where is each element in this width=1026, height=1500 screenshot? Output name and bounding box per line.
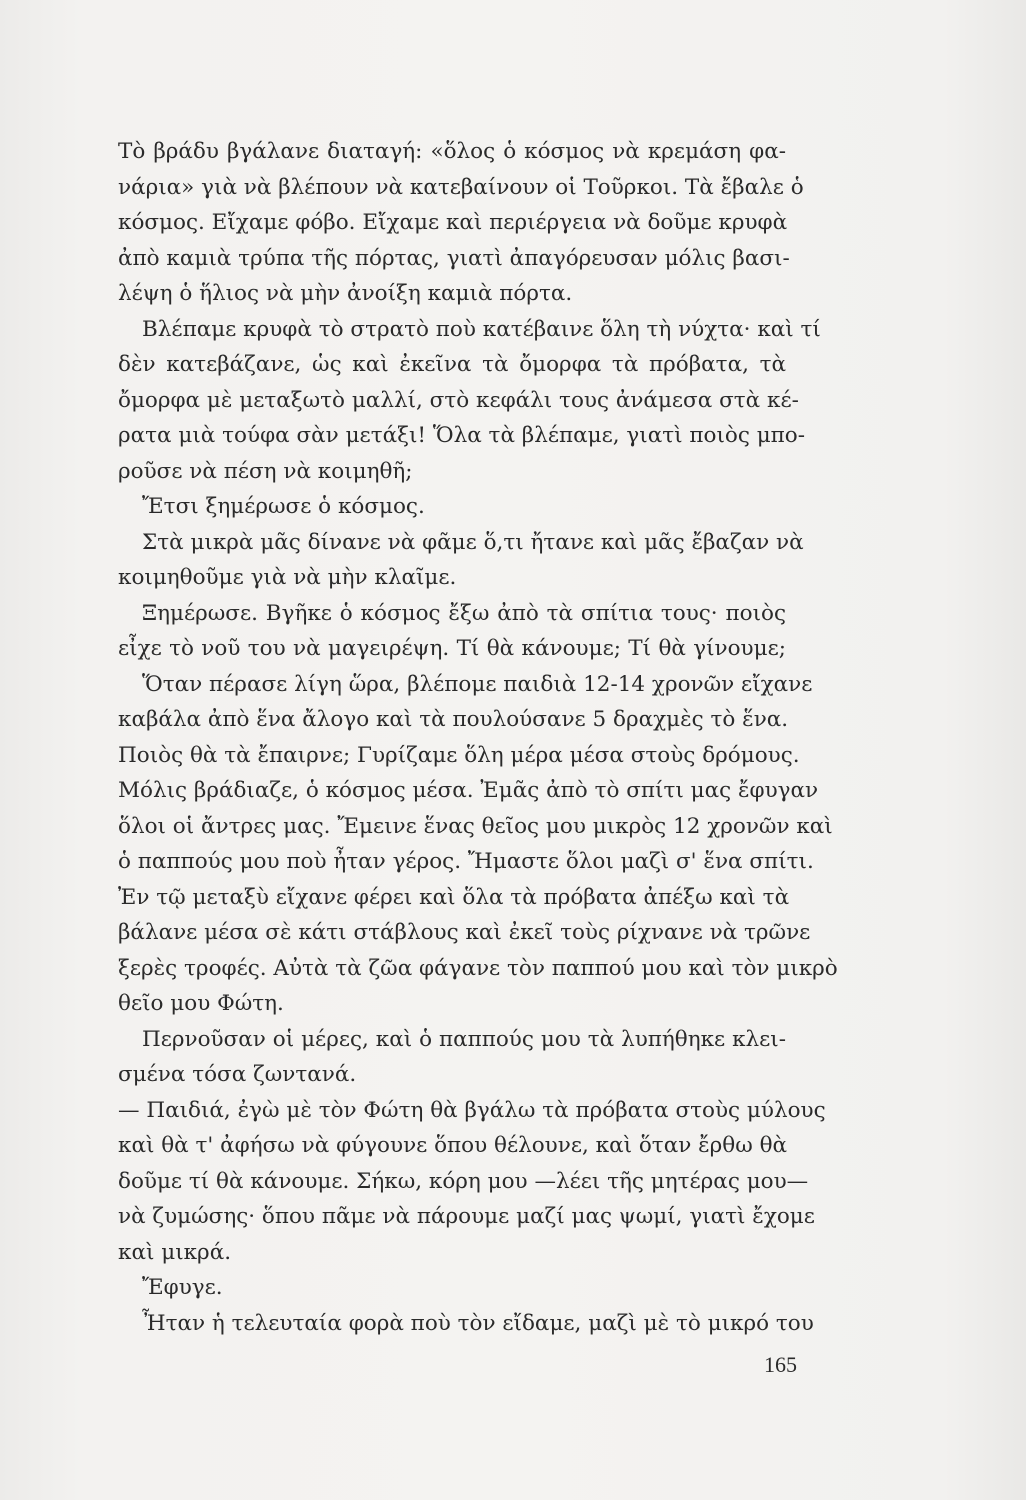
text-line: Ξημέρωσε. Βγῆκε ὁ κόσμος ἔξω ἀπὸ τὰ σπίτια τους· ποιὸς (142, 600, 786, 626)
text-line: δὲν κατεβάζανε, ὡς καὶ ἐκεῖνα τὰ ὄμορφα τὰ πρόβατα, τὰ (118, 352, 786, 377)
text-line: ὄμορφα μὲ μεταξωτὸ μαλλί, στὸ κεφάλι τους ἀνάμεσα στὰ κέ- (118, 387, 799, 413)
text-line: Περνοῦσαν οἱ μέρες, καὶ ὁ παππούς μου τὰ λυπήθηκε κλει- (142, 1026, 786, 1052)
text-line: Βλέπαμε κρυφὰ τὸ στρατὸ ποὺ κατέβαινε ὅλη τὴ νύχτα· καὶ τί (142, 316, 821, 342)
text-line: καὶ μικρά. (118, 1239, 232, 1265)
text-line: νὰ ζυμώσης· ὅπου πᾶμε νὰ πάρουμε μαζί μας ψωμί, γιατὶ ἔχομε (118, 1204, 815, 1229)
page-number: 165 (764, 1352, 797, 1377)
text-line: Στὰ μικρὰ μᾶς δίνανε νὰ φᾶμε ὅ,τι ἤτανε καὶ μᾶς ἔβαζαν νὰ (142, 529, 804, 555)
text-line: λέψη ὁ ἥλιος νὰ μὴν ἀνοίξη καμιὰ πόρτα. (118, 281, 573, 306)
text-line: θεῖο μου Φώτη. (118, 991, 284, 1016)
text-line: καὶ θὰ τ' ἀφήσω νὰ φύγουνε ὅπου θέλουνε, καὶ ὅταν ἔρθω θὰ (118, 1133, 788, 1158)
text-line: κοιμηθοῦμε γιὰ νὰ μὴν κλαῖμε. (118, 565, 457, 590)
text-line: κόσμος. Εἴχαμε φόβο. Εἴχαμε καὶ περιέργεια νὰ δοῦμε κρυφὰ (118, 210, 788, 235)
text-line: Ἔφυγε. (142, 1275, 223, 1300)
text-line: εἶχε τὸ νοῦ του νὰ μαγειρέψη. Τί θὰ κάνουμε; Τί θὰ γίνουμε; (118, 636, 786, 661)
text-line: ρατα μιὰ τούφα σὰν μετάξι! Ὅλα τὰ βλέπαμε, γιατὶ ποιὸς μπο- (118, 423, 806, 448)
text-line: ξερὲς τροφές. Αὐτὰ τὰ ζῶα φάγανε τὸν παππού μου καὶ τὸν μικρὸ (118, 955, 838, 981)
text-line: ροῦσε νὰ πέση νὰ κοιμηθῆ; (118, 458, 413, 484)
text-line: ὁ παππούς μου ποὺ ἦταν γέρος. Ἤμαστε ὅλοι μαζὶ σ' ἕνα σπίτι. (118, 849, 814, 874)
text-line: Ὅταν πέρασε λίγη ὥρα, βλέπομε παιδιὰ 12-14 χρονῶν εἴχανε (142, 671, 813, 697)
text-line: Μόλις βράδιαζε, ὁ κόσμος μέσα. Ἐμᾶς ἀπὸ τὸ σπίτι μας ἔφυγαν (118, 778, 819, 803)
text-line: νάρια» γιὰ νὰ βλέπουν νὰ κατεβαίνουν οἱ Τοῦρκοι. Τὰ ἔβαλε ὁ (118, 174, 804, 200)
text-line: Ἐν τῷ μεταξὺ εἴχανε φέρει καὶ ὅλα τὰ πρόβατα ἀπέξω καὶ τὰ (118, 884, 790, 910)
text-line: Ποιὸς θὰ τὰ ἔπαιρνε; Γυρίζαμε ὅλη μέρα μέσα στοὺς δρόμους. (118, 742, 800, 768)
text-line: Τὸ βράδυ βγάλανε διαταγή: «ὅλος ὁ κόσμος νὰ κρεμάση φα- (118, 139, 786, 164)
text-line: καβάλα ἀπὸ ἕνα ἄλογο καὶ τὰ πουλούσανε 5 δραχμὲς τὸ ἕνα. (118, 707, 789, 732)
text-line: δοῦμε τί θὰ κάνουμε. Σήκω, κόρη μου —λέει τῆς μητέρας μου— (118, 1168, 809, 1194)
text-line: βάλανε μέσα σὲ κάτι στάβλους καὶ ἐκεῖ τοὺς ρίχνανε νὰ τρῶνε (118, 920, 811, 945)
text-line: — Παιδιά, ἐγὼ μὲ τὸν Φώτη θὰ βγάλω τὰ πρόβατα στοὺς μύλους (118, 1097, 826, 1123)
text-line: Ἦταν ἡ τελευταία φορὰ ποὺ τὸν εἴδαμε, μαζὶ μὲ τὸ μικρό του (142, 1310, 814, 1336)
text-line: σμένα τόσα ζωντανά. (118, 1062, 357, 1087)
text-line: Ἔτσι ξημέρωσε ὁ κόσμος. (142, 494, 425, 519)
body-text (118, 134, 838, 1341)
text-line: ἀπὸ καμιὰ τρύπα τῆς πόρτας, γιατὶ ἀπαγόρευσαν μόλις βασι- (118, 245, 790, 271)
text-line: ὅλοι οἱ ἄντρες μας. Ἔμεινε ἕνας θεῖος μου μικρὸς 12 χρονῶν καὶ (118, 813, 833, 839)
